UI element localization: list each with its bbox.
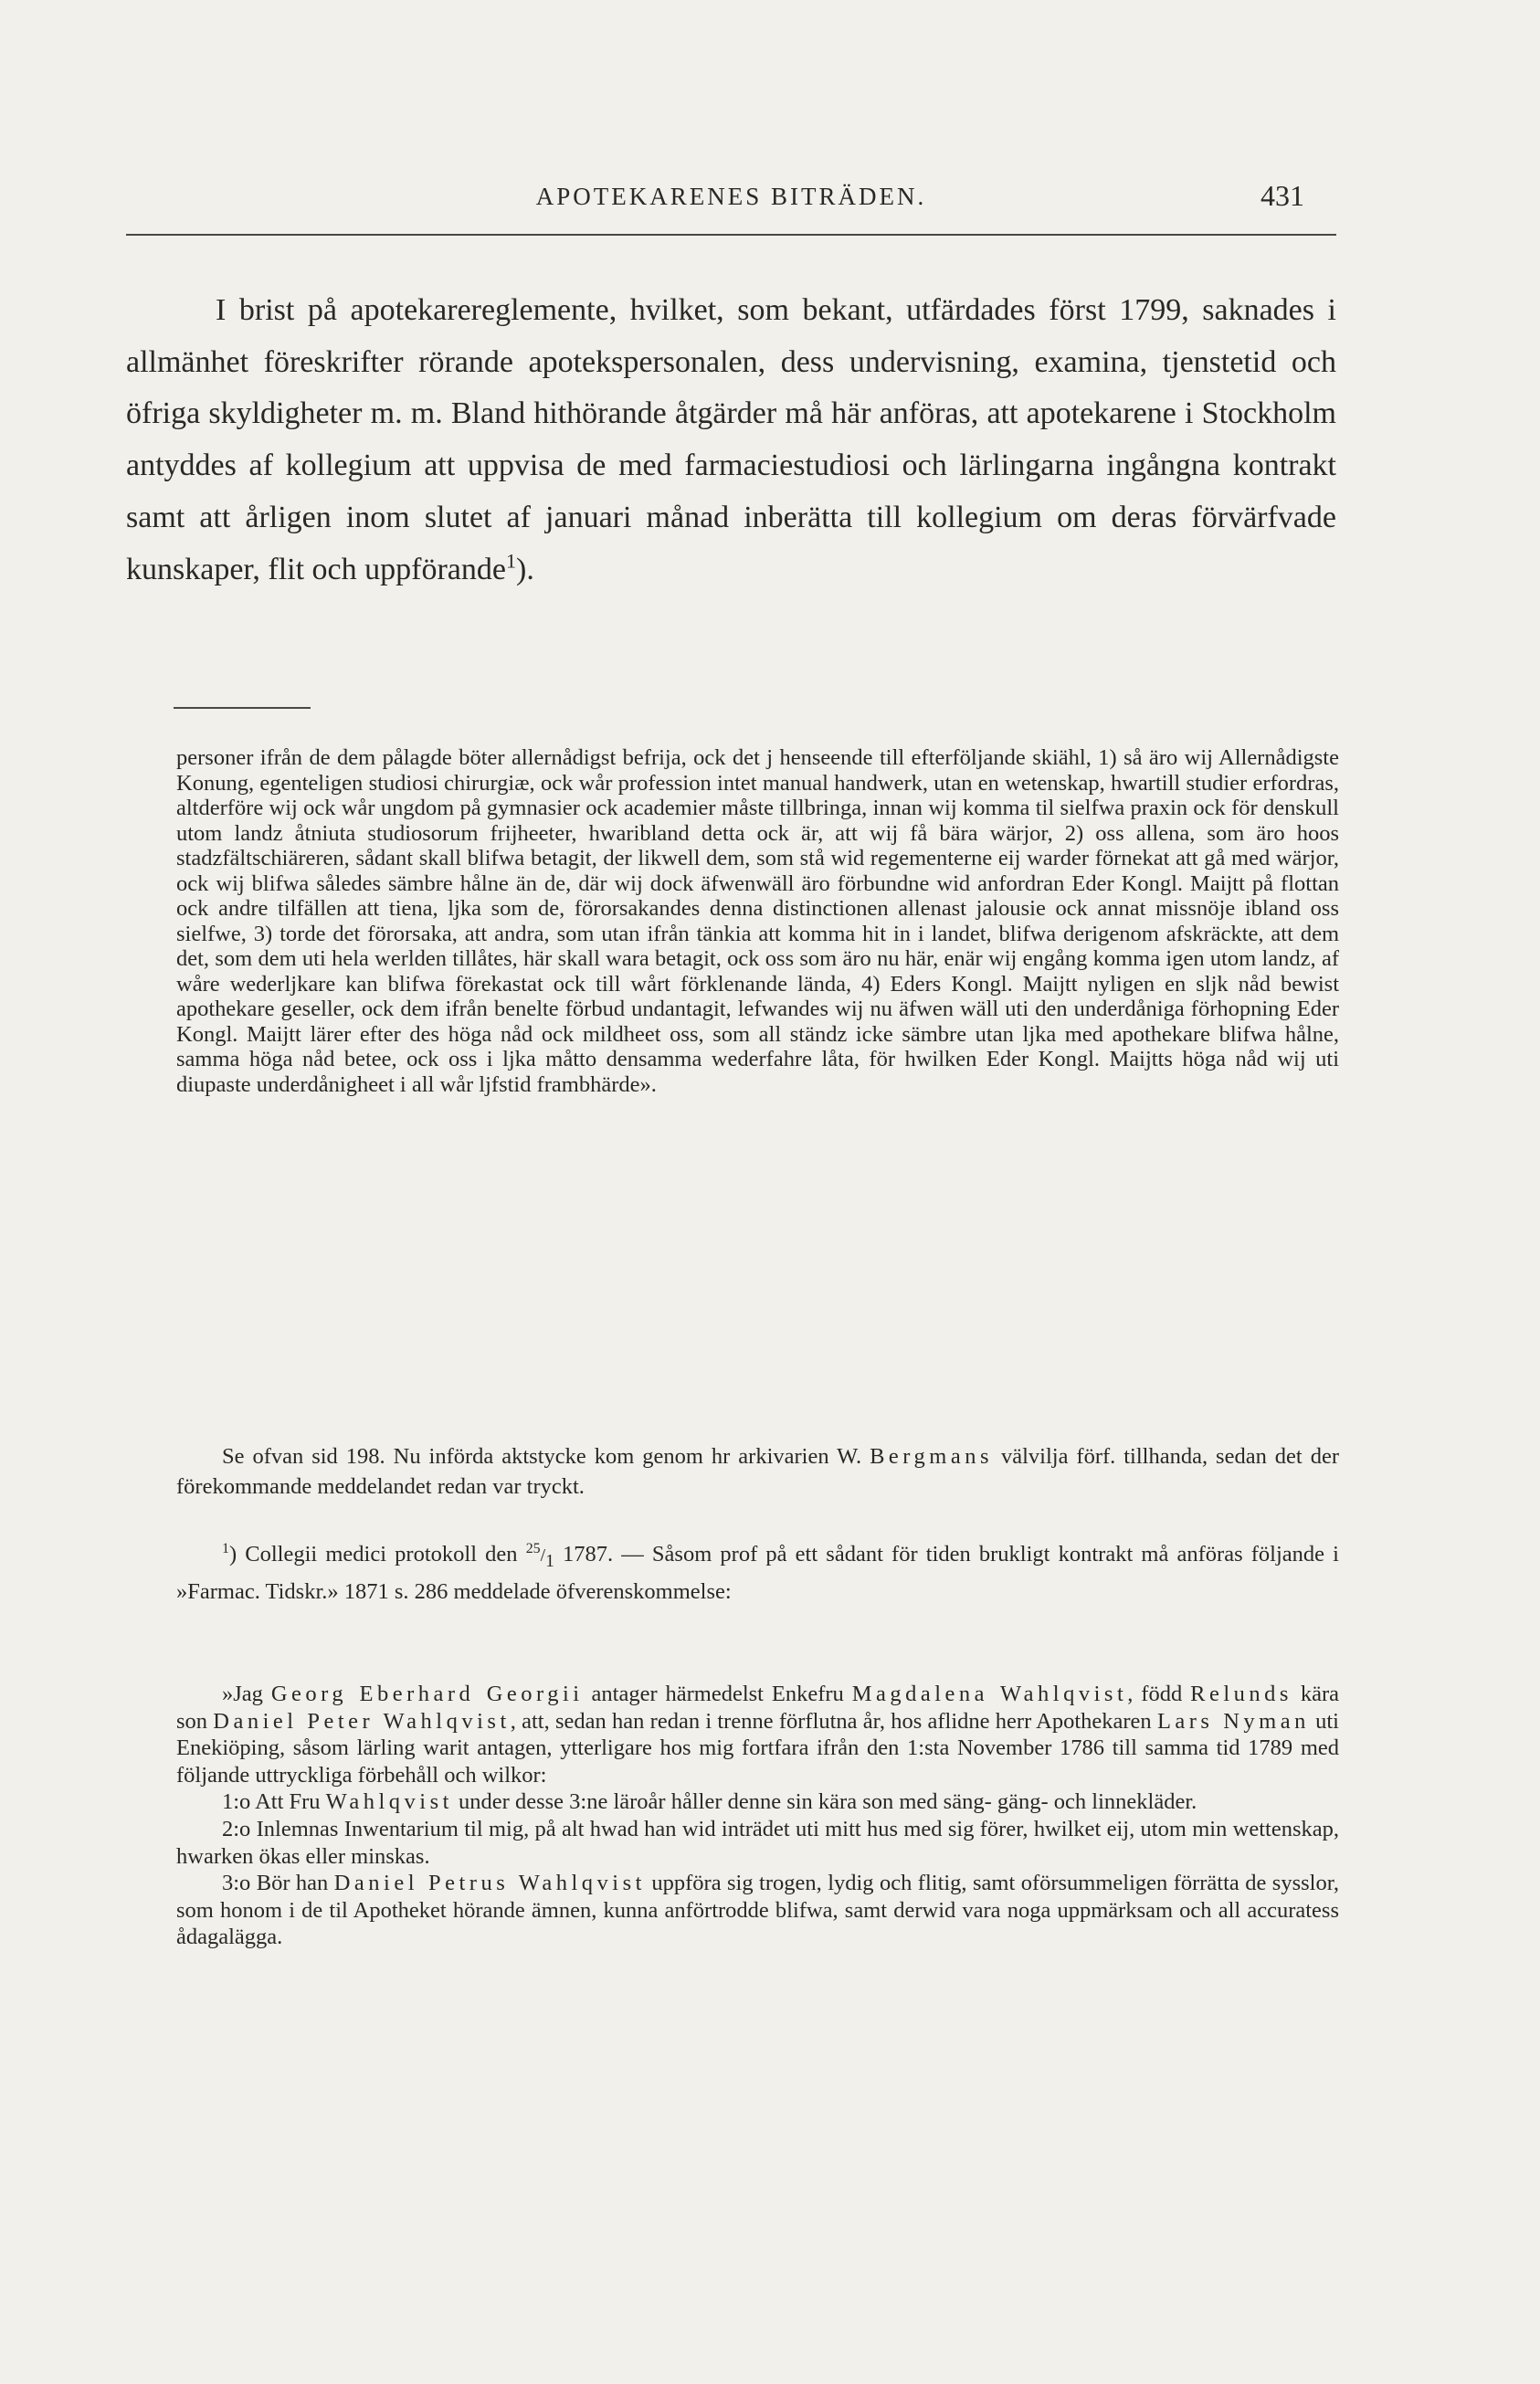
footnote: $^1$) Collegii medici protokoll den $^{25}/_1$ 1787. — Såsom prof på ett sådant för tiden brukligt kontrakt må anföras följande i »Farmac. Tidskr.» 1871 s. 286 meddelade öfverenskommelse: (176, 1540, 1339, 1604)
contract-text: , att, sedan han redan i trenne förflutna år, hos aflidne herr Apothekaren (510, 1708, 1157, 1734)
contract-quote (176, 1681, 1339, 1951)
running-title: APOTEKARENES BITRÄDEN. (535, 183, 927, 210)
petition-continuation: personer ifrån de dem pålagde böter allernådigst befrija, ock det j henseende till efterföljande skiähl, 1) så äro wij Allernådigste Konung, egenteligen studiosi chirurgiæ, ock wår profession intet manual handwerk, utan en wetenskap, hwartill studier erfordras, altderföre wij ock wår ungdom på gymnasier ock academier måste tillbringa, innan wij komma til sielfwa praxin ock för denskull utom landz åtniuta studiosorum frijheeter, hwaribland detta ock är, att wij få bära wärjor, 2) oss allena, som äro hoos stadzfältschiäreren, sådant skall blifwa betagit, der likwell dem, som stå wid regementerne eij warder förnekat att gå med wärjor, ock wij blifwa således sämbre hålne än de, där wij dock äfwenwäll äro förbundne wid anfordran Eder Kongl. Maijtt på flottan ock andre tilfällen att tiena, ljka som de, förorsakandes denna distinctionen allenast jalousie ock annat missnöje ibland oss sielfwe, 3) torde det förorsaka, att andra, som utan ifrån tänkia att komma hit in i landet, blifwa derigenom afskräckte, att dem det, som dem uti hela werlden tillåtes, här skall wara betagit, ock oss som äro nu här, enär wij engång komma igen utom landz, af wåre wederljkare kan blifwa förekastat ock till wårt förklenande lända, 4) Eders Kongl. Maijtt nyligen en sljk nåd bewist apothekare geseller, ock dem ifrån benelte förbud undantagit, lefwandes wij nu äfwen wäll uti den underdåniga förhopning Eder Kongl. Maijtt lärer efter des höga nåd ock mildheet oss, som all ständz icke sämbre utan ljka med apothekare blifwa hålne, samma höga nåd betee, ock oss i ljka måtto densamma wederfahre låta, för hwilken Eder Kongl. Maijtts höga nåd wij uti diupaste underdånigheet i all wår ljfstid frambhärde». (176, 745, 1339, 1097)
contract-name: Relunds (1190, 1682, 1292, 1706)
contract-text: uppföra sig trogen, lydig och flitig, samt oförsummeligen förrätta de sysslor, som honom i de til Apotheket hörande ämnen, kunna anförtrodde blifwa, samt derwid vara noga uppmärksam och all accuratess ådagalägga. (176, 1871, 1340, 1950)
contract-text: »Jag (222, 1682, 271, 1706)
editorial-note (176, 1441, 1339, 1502)
contract-item-2: 2:o Inlemnas Inwentarium til mig, på alt hwad han wid inträdet uti mitt hus med sig förer, hwilket eij, utom min wettenskap, hwarken ökas eller minskas. (176, 1816, 1339, 1869)
contract-text: kära son (176, 1682, 1339, 1734)
footnote-date-denominator: 1 (545, 1551, 554, 1571)
contract-text: , född (1127, 1682, 1191, 1706)
main-paragraph-end: ). (516, 552, 534, 586)
editorial-note-text-end: välvilja förf. tillhanda, sedan det der förekommande meddelandet redan var tryckt. (176, 1444, 1339, 1499)
main-paragraph (126, 285, 1336, 596)
contract-name: Magdalena Wahlqvist (851, 1682, 1128, 1706)
contract-text: antager härmedelst Enkefru (583, 1682, 852, 1706)
contract-name: Daniel Petrus Wahlqvist (333, 1871, 646, 1896)
main-paragraph-text: I brist på apotekarereglemente, hvilket, som bekant, utfärdades först 1799, saknades i allmänhet föreskrifter rörande apotekspersonalen, dess undervisning, examina, tjenstetid och öfriga skyldigheter m. m. Bland hithörande åtgärder må här anföras, att apotekarene i Stockholm antyddes af kollegium att uppvisa de med farmaciestudiosi och lärlingarna ingångna kontrakt samt att årligen inom slutet af januari månad inberätta till kollegium om deras förvärfvade kunskaper, flit och uppförande (126, 293, 1336, 586)
contract-name: Georg Eberhard Georgii (270, 1682, 584, 1706)
contract-text: uti Enekiöping, såsom lärling warit antagen, ytterligare hos mig fortfara ifrån den 1:sta November 1786 till samma tid 1789 med följande uttryckliga förbehåll och wilkor: (176, 1708, 1339, 1788)
contract-item-1 (176, 1788, 1339, 1816)
header-rule (126, 234, 1336, 236)
contract-name: Daniel Peter Wahlqvist (213, 1708, 511, 1734)
footnote-text-end: 1787. — Såsom prof på ett sådant för tiden brukligt kontrakt må anföras följande i »Farmac. Tidskr.» 1871 s. 286 meddelade öfverenskommelse: (176, 1542, 1339, 1604)
editorial-note-text: Se ofvan sid 198. Nu införda aktstycke kom genom hr arkivarien W. (222, 1444, 870, 1469)
footnote-marker: 1 (222, 1540, 229, 1556)
footnote-rule (174, 707, 311, 709)
contract-text: 3:o Bör han (222, 1871, 334, 1896)
footnote-date-numerator: 25 (525, 1540, 541, 1556)
page-header (126, 179, 1336, 225)
editorial-note-name: Bergmans (870, 1444, 993, 1469)
contract-intro (176, 1681, 1339, 1788)
contract-name: Wahlqvist (325, 1789, 453, 1815)
footnote-reference: 1 (505, 549, 516, 573)
contract-name: Lars Nyman (1156, 1708, 1310, 1734)
contract-text: 1:o Att Fru (222, 1789, 326, 1815)
page-number: 431 (1260, 179, 1304, 212)
contract-text: under desse 3:ne läroår håller denne sin kära son med säng- gäng- och linnekläder. (452, 1789, 1197, 1815)
footnote-text: Collegii medici protokoll den (237, 1542, 526, 1566)
contract-item-3 (176, 1870, 1339, 1951)
